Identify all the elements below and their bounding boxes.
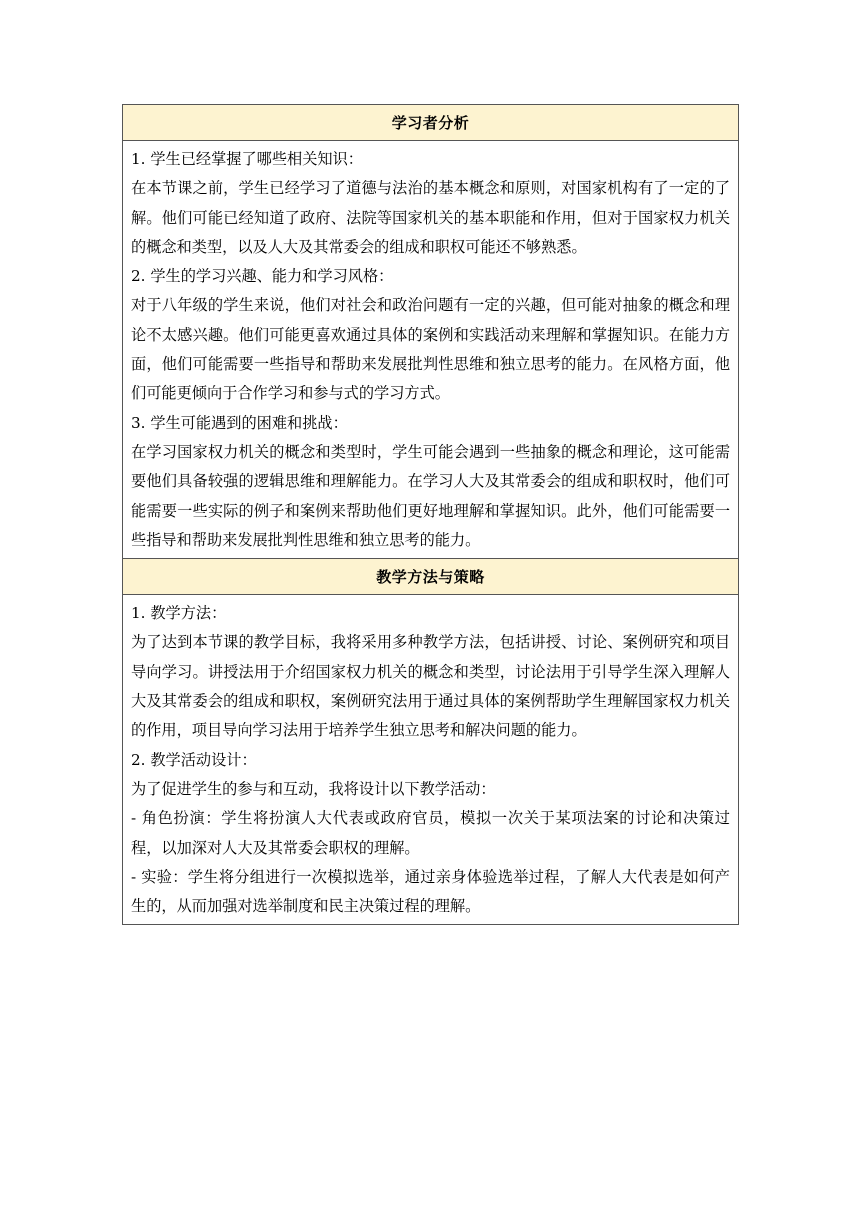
learner-item-1-heading: 1. 学生已经掌握了哪些相关知识：	[131, 150, 363, 168]
learner-item-3-heading: 3. 学生可能遇到的困难和挑战：	[131, 413, 348, 432]
methods-body-row	[123, 595, 739, 925]
methods-header-row	[123, 559, 739, 595]
learner-item-3-text: 在学习国家权力机关的概念和类型时，学生可能会遇到一些抽象的概念和理论，这可能需要他们具备较强的逻辑思维和理解能力。在学习人大及其常委会的组成和职权时，他们可能需要一些实际的例子和案例来帮助他们更好地理解和掌握知识。此外，他们可能需要一些指导和帮助来发展批判性思维和独立思考的能力。	[131, 442, 730, 549]
learner-item-2-heading: 2. 学生的学习兴趣、能力和学习风格：	[131, 267, 394, 286]
methods-item-1-text: 为了达到本节课的教学目标，我将采用多种教学方法，包括讲授、讨论、案例研究和项目导向学习。讲授法用于介绍国家权力机关的概念和类型，讨论法用于引导学生深入理解人大及其常委会的组成和职权，案例研究法用于通过具体的案例帮助学生理解国家权力机关的作用，项目导向学习法用于培养学生独立思考和解决问题的能力。	[131, 633, 730, 740]
methods-item-2-intro: 为了促进学生的参与和互动，我将设计以下教学活动：	[131, 779, 496, 798]
methods-title: 教学方法与策略	[123, 559, 739, 595]
methods-item-1-heading: 1. 教学方法：	[131, 604, 227, 623]
learner-item-1-text: 在本节课之前，学生已经学习了道德与法治的基本概念和原则，对国家机构有了一定的了解。他们可能已经知道了政府、法院等国家机关的基本职能和作用，但对于国家权力机关的概念和类型，以及人大及其常委会的组成和职权可能还不够熟悉。	[131, 179, 730, 256]
learner-analysis-content	[123, 141, 739, 559]
learner-analysis-header-row	[123, 105, 739, 141]
methods-activity-role-play: - 角色扮演：学生将扮演人大代表或政府官员，模拟一次关于某项法案的讨论和决策过程，以加深对人大及其常委会职权的理解。	[131, 809, 730, 857]
methods-content	[123, 595, 739, 925]
methods-activity-experiment: - 实验：学生将分组进行一次模拟选举，通过亲身体验选举过程，了解人大代表是如何产生的，从而加强对选举制度和民主决策过程的理解。	[131, 867, 730, 916]
lesson-plan-table	[122, 104, 739, 925]
learner-analysis-title: 学习者分析	[123, 105, 739, 141]
learner-item-2-text: 对于八年级的学生来说，他们对社会和政治问题有一定的兴趣，但可能对抽象的概念和理论不太感兴趣。他们可能更喜欢通过具体的案例和实践活动来理解和掌握知识。在能力方面，他们可能需要一些指导和帮助来发展批判性思维和独立思考的能力。在风格方面，他们可能更倾向于合作学习和参与式的学习方式。	[131, 296, 730, 403]
methods-item-2-heading: 2. 教学活动设计：	[131, 750, 257, 769]
learner-analysis-body-row	[123, 141, 739, 559]
